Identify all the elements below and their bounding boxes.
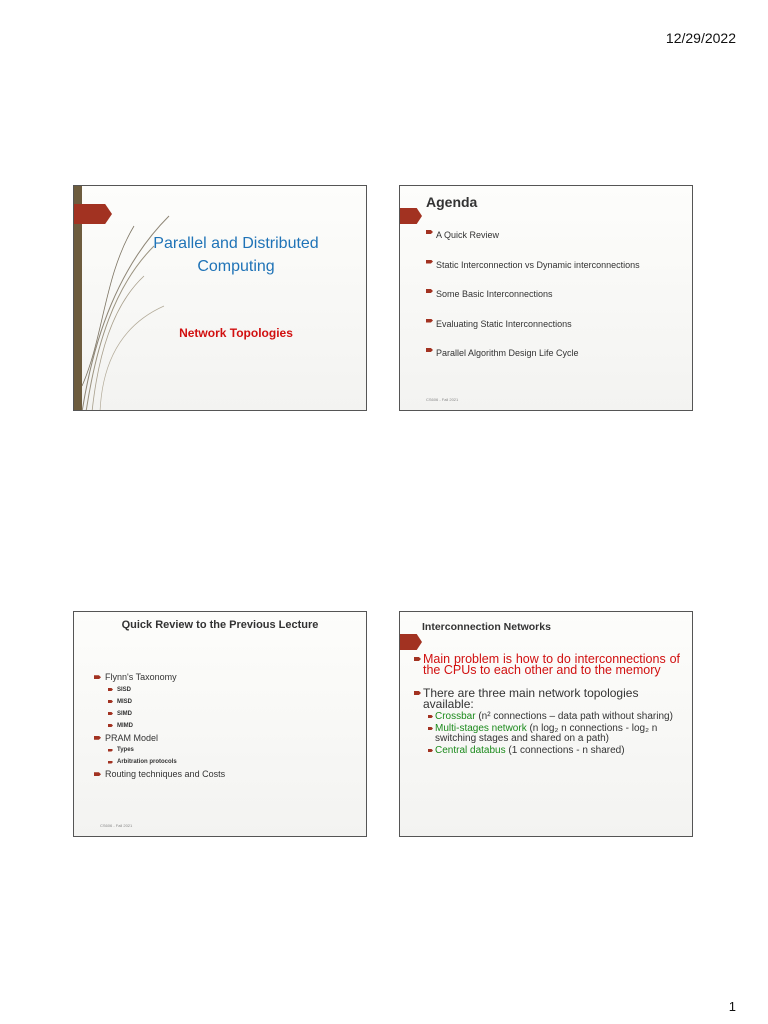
slide-accent-tab [400,634,422,650]
paragraph-text: Main problem is how to do interconnections of the CPUs to each other and to the memory [423,652,680,677]
review-list [94,671,225,781]
list-subitem: Types [94,744,225,756]
slide-interconnection-networks [399,611,693,837]
bullet-arrow-icon [428,749,433,752]
slide-footer: CS606 - Fall 2021 [426,397,459,402]
bullet-arrow-icon [108,724,113,727]
paragraph-text: There are three main network topologies available: [423,686,639,711]
page-date: 12/29/2022 [665,30,736,46]
list-subitem: SISD [94,684,225,696]
slide-subtitle: Network Topologies [179,326,293,340]
slide-body [414,654,680,756]
list-item: Parallel Algorithm Design Life Cycle [426,348,640,378]
slide-heading: Agenda [426,194,478,210]
list-subitem: Arbitration protocols [94,756,225,768]
slide-heading: Interconnection Networks [422,621,551,633]
list-subitem: MISD [94,696,225,708]
paragraph-topologies [414,688,680,710]
slide-accent-tab [400,208,422,224]
list-item: Flynn's Taxonomy [94,671,225,684]
list-subitem: MIMD [94,720,225,732]
slide-heading: Quick Review to the Previous Lecture [121,619,319,631]
slide-agenda [399,185,693,411]
topology-name: Multi-stages network [435,723,527,734]
bullet-arrow-icon [108,761,113,764]
bullet-arrow-icon [428,727,433,730]
list-item: Static Interconnection vs Dynamic interconnections [426,260,640,290]
title-line-2: Computing [197,258,275,275]
bullet-arrow-icon [426,260,433,264]
slide-title [73,185,367,411]
title-line-1: Parallel and Distributed [153,235,319,252]
bullet-arrow-icon [108,700,113,703]
bullet-arrow-icon [108,749,113,752]
bullet-arrow-icon [94,675,101,679]
slide-quick-review [73,611,367,837]
bullet-arrow-icon [426,319,433,323]
list-item: Some Basic Interconnections [426,289,640,319]
paragraph-main-problem [414,654,680,676]
slide-accent-tab [74,204,112,224]
list-item: PRAM Model [94,732,225,745]
bullet-arrow-icon [94,772,101,776]
slide-footer: CS606 - Fall 2021 [100,823,133,828]
slide-title-text [114,232,358,278]
list-subitem [428,712,680,722]
list-item: A Quick Review [426,230,640,260]
topology-detail: (n log₂ n connections - log₂ n switching stages and shared on a path) [435,723,658,744]
list-subitem [428,746,680,756]
page-number: 1 [728,999,736,1014]
bullet-arrow-icon [426,289,433,293]
bullet-arrow-icon [414,691,421,695]
bullet-arrow-icon [108,712,113,715]
bullet-arrow-icon [108,688,113,691]
bullet-arrow-icon [414,657,421,661]
topology-name: Crossbar [435,711,476,722]
bullet-arrow-icon [426,348,433,352]
bullet-arrow-icon [428,715,433,718]
bullet-arrow-icon [426,230,433,234]
agenda-list [426,230,640,378]
list-subitem: SIMD [94,708,225,720]
list-item: Routing techniques and Costs [94,768,225,781]
topology-detail: (1 connections - n shared) [505,745,625,756]
list-subitem [428,724,680,744]
list-item: Evaluating Static Interconnections [426,319,640,349]
topology-detail: (n² connections – data path without sharing) [475,711,673,722]
topology-name: Central databus [435,745,506,756]
topology-list [414,712,680,756]
bullet-arrow-icon [94,736,101,740]
